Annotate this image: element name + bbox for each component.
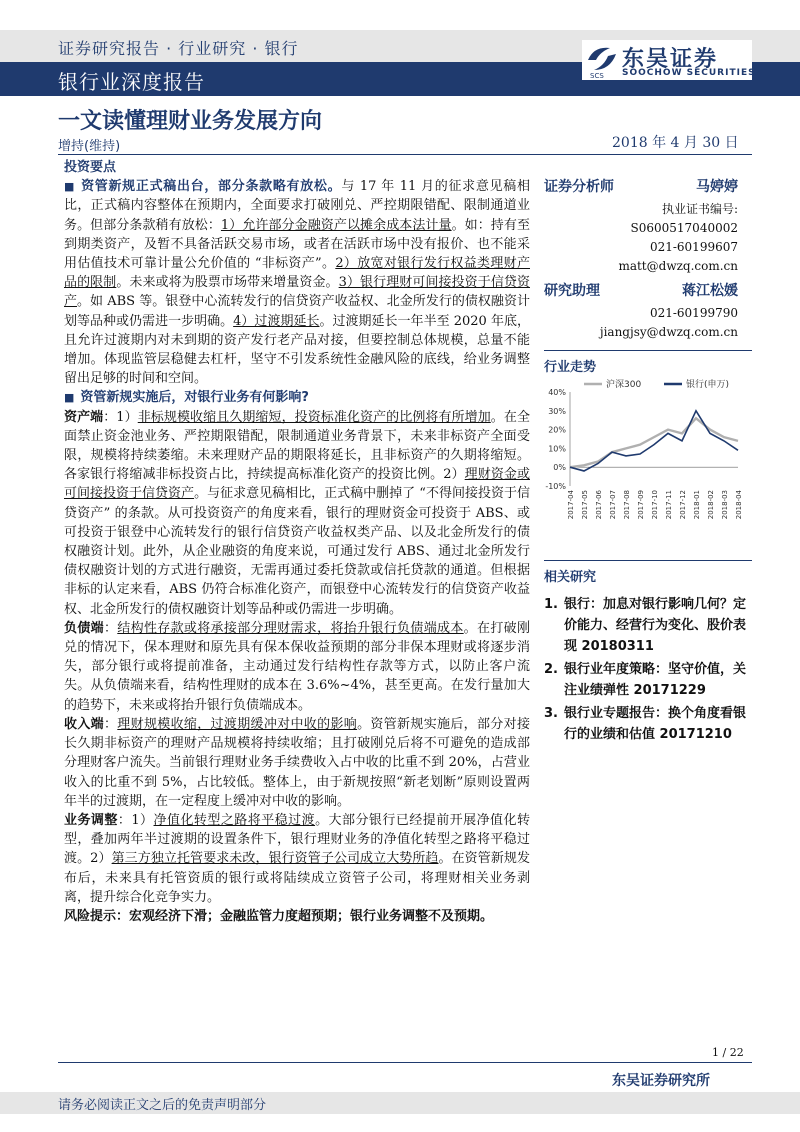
disclaimer-note[interactable]: 请务必阅读正文之后的免责声明部分 xyxy=(58,1098,267,1113)
related-divider xyxy=(544,560,752,561)
chart-divider xyxy=(544,350,752,351)
report-title: 一文读懂理财业务发展方向 xyxy=(58,109,323,134)
related-item[interactable]: 3. 银行业专题报告：换个角度看银行的业绩和估值 20171210 xyxy=(544,706,747,742)
asset-paragraph: 资产端：1）非标规模收缩且久期缩短，投资标准化资产的比例将有所增加。在全面禁止资金池业务、严控期限错配，限制通道业务背景下，未来非标资产全面受限，规模将持续萎缩。未来理财产品的期限将延长，且非标资产的久期将缩短。各家银行将缩减非标投资占比，持续提高标准化资产的投资比例。2）理财资金或可间接投资于信贷资产。与征求意见稿相比，正式稿中删掉了 “不得间接投资于信贷资产” 的条款。从可投资资产的角度来看，银行的理财资金可投资于 ABS、或可投资于银登中心流转发行的银行信贷资产收益权类产品、以及北金所发行的债权融资计划。此外，从企业融资的角度来说，可通过发行 ABS、通过北金所发行债权融资计划的方式进行融资，无需再通过委托贷款或信托贷款的通道。但根据非标的认定来看，ABS 仍符合标准化资产，而银登中心流转发行的信贷资产收益权、北金所发行的债权融资计划等品种或仍需进一步明确。 xyxy=(64,409,530,617)
report-date: 2018 年 4 月 30 日 xyxy=(612,135,739,151)
analyst-2-email[interactable]: jiangjsy@dwzq.com.cn xyxy=(599,325,738,339)
analyst-1-cert: S0600517040002 xyxy=(630,221,738,235)
related-item[interactable]: 1. 银行：加息对银行影响几何？定价能力、经营行为变化、股价表现 20180311 xyxy=(544,597,747,654)
analyst-1-email[interactable]: matt@dwzq.com.cn xyxy=(618,259,738,273)
analyst-1 xyxy=(544,176,738,276)
liability-paragraph: 负债端：结构性存款或将承接部分理财需求，将抬升银行负债端成本。在打破刚兑的情况下，保本理财和原先具有保本保收益预期的部分非保本理财或将逐步消失，部分银行或将提前准备，主动通过发行结构性存款等方式，以防止客户流失。从负债端来看，结构性理财的成本在 3.6%~4%，甚至更高。在发行量加大的趋势下，未来或将抬升银行负债端成本。 xyxy=(64,620,530,713)
title-divider xyxy=(58,154,752,155)
bullet-2-title: ■ 资管新规实施后，对银行业务有何影响? xyxy=(64,388,530,407)
y-tick-label: -10% xyxy=(545,482,566,491)
report-type: 银行业深度报告 xyxy=(58,70,205,94)
footer-divider xyxy=(58,1062,752,1063)
logo-mark-text: SCS xyxy=(590,72,604,80)
y-tick-label: 40% xyxy=(548,388,566,397)
chart-title: 行业走势 xyxy=(544,360,597,375)
analyst-1-role: 证券分析师 xyxy=(544,179,614,195)
bullet-1: ■ 资管新规正式稿出台，部分条款略有放松。与 17 年 11 月的征求意见稿相比，正式稿内容整体在预期内，全面要求打破刚兑、严控期限错配、限制通道业务。但部分条款稍有放松：1）允许部分金融资产以摊余成本法计量。如：持有至到期类资产，及暂不具备活跃交易市场，或者在活跃市场中没有报价、也不能采用估值技术可靠计量公允价值的 “非标资产”。2）放宽对银行发行权益类理财产品的限制。未来或将为股票市场带来增量资金。3）银行理财可间接投资于信贷资产。如 ABS 等。银登中心流转发行的信贷资产收益权、北金所发行的债权融资计划等品种或仍需进一步明确。4）过渡期延长。过渡期延长一年半至 2020 年底，且允许过渡期内对未到期的资产发行老产品对接，但要控制总体规模，总量不能增加。体现监管层稳健去杠杆，坚守不引发系统性金融风险的底线，给业务调整留出足够的时间和空间。 xyxy=(64,177,530,388)
related-list xyxy=(544,594,754,747)
x-tick-label: 2017-09 xyxy=(637,490,645,520)
series-line-csi300 xyxy=(570,418,738,467)
y-tick-label: 20% xyxy=(548,425,566,435)
analyst-2-phone: 021-60199790 xyxy=(649,306,738,320)
x-tick-label: 2018-04 xyxy=(735,490,743,520)
analyst-2 xyxy=(544,280,738,342)
x-tick-label: 2017-11 xyxy=(665,490,673,520)
page-number: 1 / 22 xyxy=(712,1046,744,1059)
analyst-2-role: 研究助理 xyxy=(544,283,600,299)
x-tick-label: 2017-08 xyxy=(623,490,631,520)
analyst-1-cert-label: 执业证书编号: xyxy=(661,202,738,216)
risk-paragraph: 风险提示：宏观经济下滑；金融监管力度超预期；银行业务调整不及预期。 xyxy=(64,908,494,924)
x-tick-label: 2018-02 xyxy=(707,490,715,520)
y-tick-label: 10% xyxy=(548,444,566,454)
summary-heading: 投资要点 xyxy=(64,160,117,175)
related-item[interactable]: 2. 银行业年度策略：坚守价值，关注业绩弹性 20171229 xyxy=(544,662,747,698)
analyst-2-name: 蒋江松媛 xyxy=(682,283,738,299)
income-paragraph: 收入端：理财规模收缩，过渡期缓冲对中收的影响。资管新规实施后，部分对接长久期非标资产的理财产品规模将持续收缩；且打破刚兑后将不可避免的造成部分理财客户流失。当前银行理财业务手续费收入占中收的比重不到 20%，占营业收入的比重不到 5%，占比较低。整体上，由于新规按照“新老划断”原则设置两年半的过渡期，在一定程度上缓冲对中收的影响。 xyxy=(64,716,530,809)
y-tick-label: 0% xyxy=(553,463,566,473)
legend-label: 银行(申万) xyxy=(686,380,730,390)
summary-column xyxy=(64,158,530,926)
analyst-1-name: 马婷婷 xyxy=(696,179,738,195)
rating: 增持(维持) xyxy=(58,139,121,154)
analyst-1-phone: 021-60199607 xyxy=(649,240,738,254)
legend-label: 沪深300 xyxy=(606,380,642,390)
x-tick-label: 2017-06 xyxy=(595,490,603,520)
x-tick-label: 2017-04 xyxy=(567,490,575,520)
x-tick-label: 2017-12 xyxy=(679,490,687,520)
y-tick-label: 30% xyxy=(548,406,566,416)
industry-trend-chart xyxy=(536,376,752,544)
footer-brand: 东吴证券研究所 xyxy=(612,1073,710,1089)
logo-mark-icon xyxy=(584,42,620,76)
x-tick-label: 2018-03 xyxy=(721,490,729,520)
logo-text-en: SOOCHOW SECURITIES xyxy=(622,68,756,78)
logo-text-cn: 东吴证券 xyxy=(622,47,719,72)
x-tick-label: 2017-07 xyxy=(609,490,617,520)
x-tick-label: 2017-10 xyxy=(651,490,659,520)
breadcrumb: 证券研究报告 · 行业研究 · 银行 xyxy=(58,39,299,58)
business-paragraph: 业务调整：1）净值化转型之路将平稳过渡。大部分银行已经提前开展净值化转型，叠加两年半过渡期的设置条件下，银行理财业务的净值化转型之路将平稳过渡。2）第三方独立托管要求未改，银行资管子公司成立大势所趋。在资管新规发布后，未来具有托管资质的银行或将陆续成立资管子公司，将理财相关业务剥离，提升综合化竞争实力。 xyxy=(64,812,530,905)
related-heading: 相关研究 xyxy=(544,570,597,585)
x-tick-label: 2017-05 xyxy=(581,490,589,520)
x-tick-label: 2018-01 xyxy=(693,490,701,520)
